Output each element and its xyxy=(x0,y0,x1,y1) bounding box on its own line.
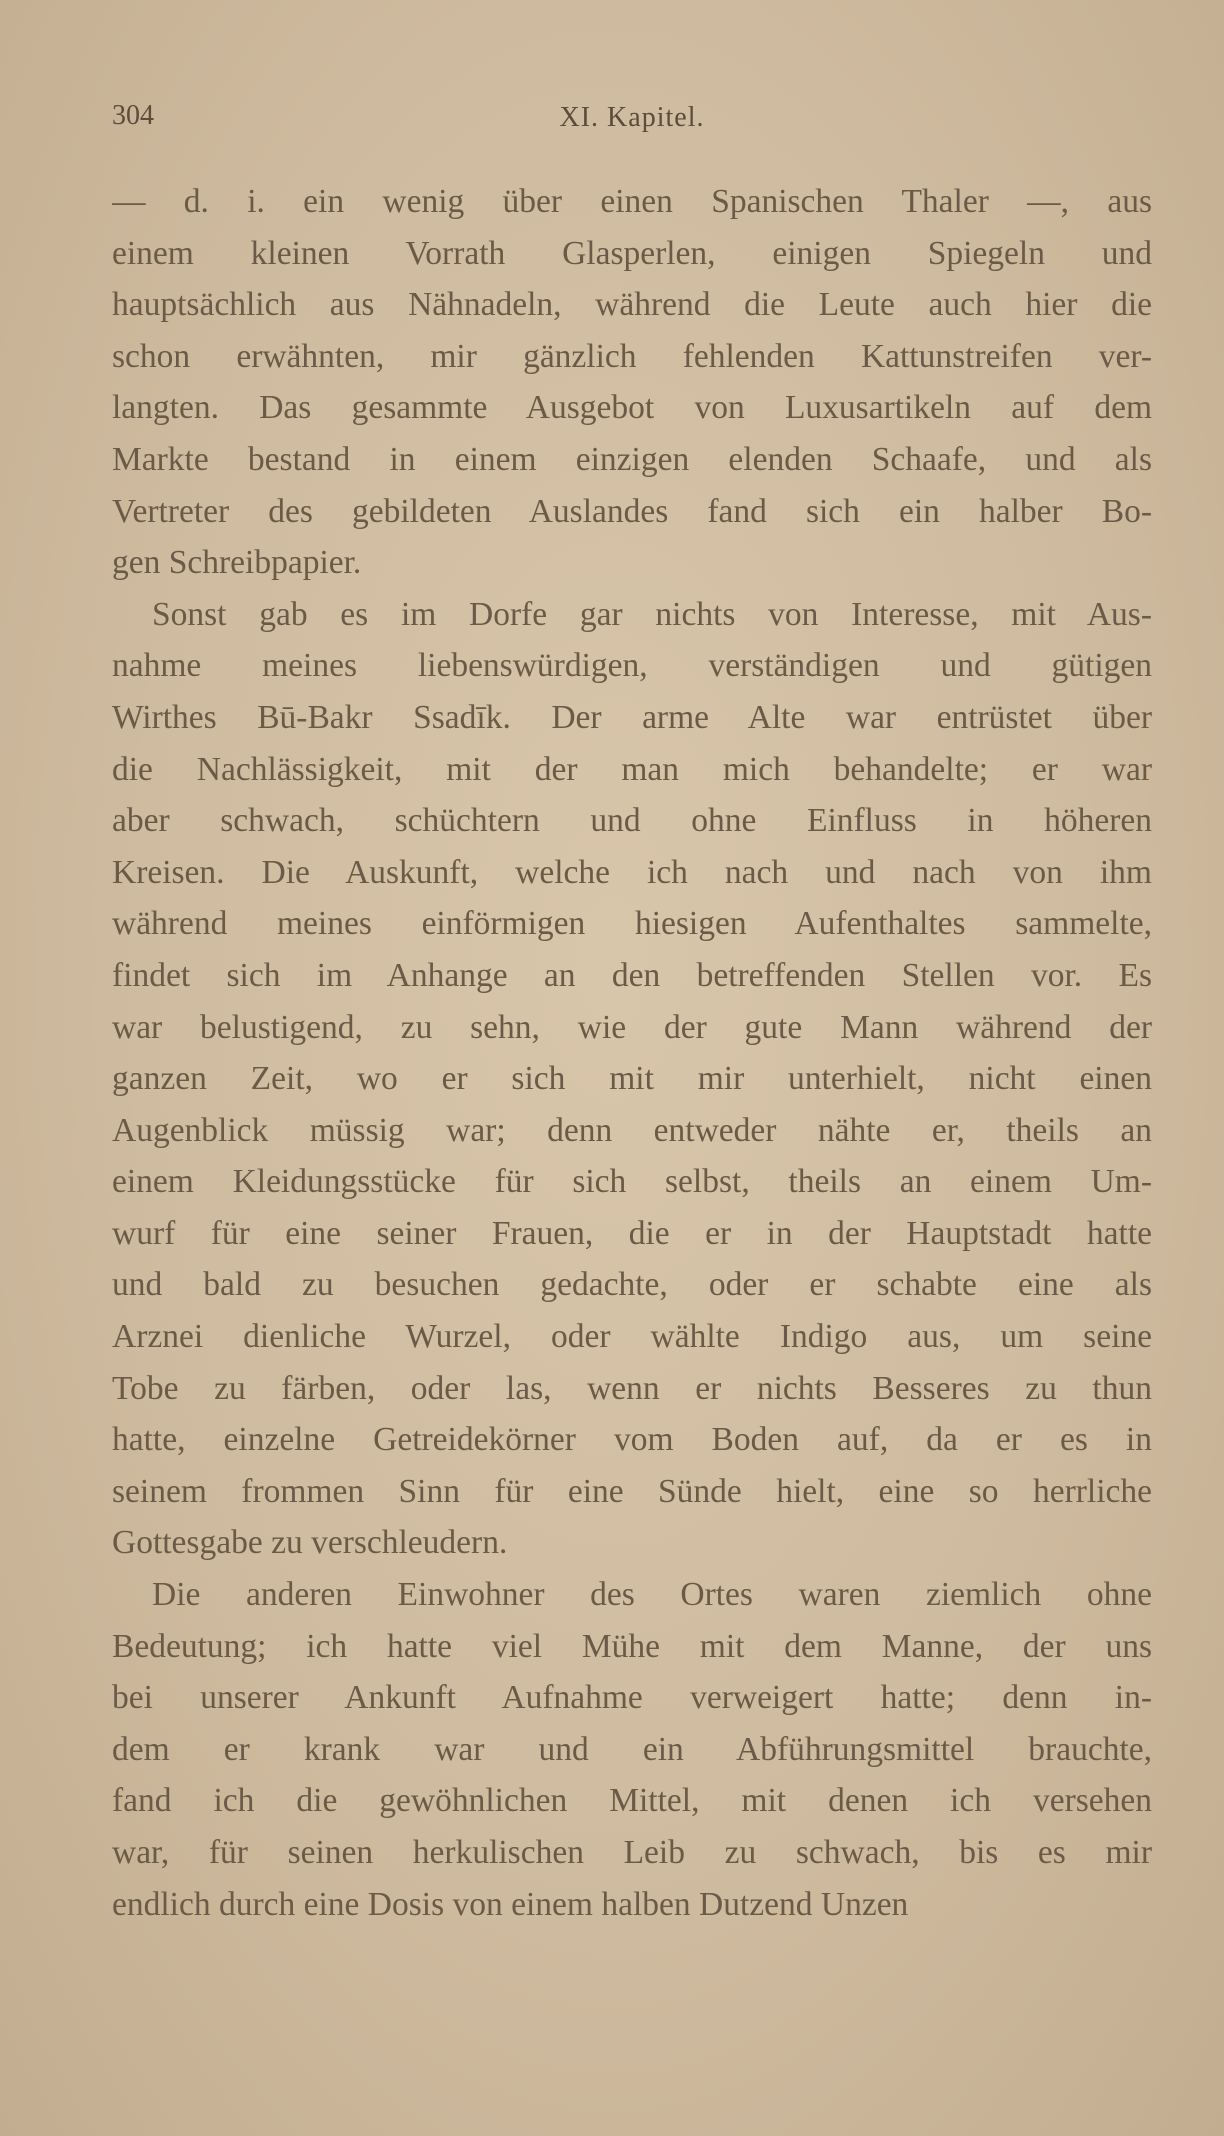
text-line: die Nachlässigkeit, mit der man mich behandelte; er war xyxy=(112,750,1152,788)
paragraph xyxy=(112,1569,1152,1930)
text-line: Arznei dienliche Wurzel, oder wählte Indigo aus, um seine xyxy=(112,1318,1152,1356)
text-line: — d. i. ein wenig über einen Spanischen Thaler —, aus xyxy=(112,183,1152,220)
paragraph xyxy=(112,176,1152,589)
text-line: ganzen Zeit, wo er sich mit mir unterhielt, nicht einen xyxy=(112,1060,1152,1098)
text-line: Bedeutung; ich hatte viel Mühe mit dem Manne, der uns xyxy=(112,1627,1152,1665)
text-line: war, für seinen herkulischen Leib zu schwach, bis es mir xyxy=(112,1834,1152,1871)
text-line: aber schwach, schüchtern und ohne Einfluss in höheren xyxy=(112,802,1152,840)
text-line: hauptsächlich aus Nähnadeln, während die Leute auch hier die xyxy=(112,286,1152,324)
text-line: Vertreter des gebildeten Auslandes fand sich ein halber Bo- xyxy=(112,492,1152,530)
text-line: bei unserer Ankunft Aufnahme verweigert hatte; denn in- xyxy=(112,1679,1152,1717)
text-line: hatte, einzelne Getreidekörner vom Boden auf, da er es in xyxy=(112,1421,1152,1459)
text-line: Die anderen Einwohner des Ortes waren ziemlich ohne xyxy=(152,1576,1152,1614)
text-line: Augenblick müssig war; denn entweder nähte er, theils an xyxy=(112,1111,1152,1149)
text-line: war belustigend, zu sehn, wie der gute Mann während der xyxy=(112,1008,1152,1046)
text-line: seinem frommen Sinn für eine Sünde hielt, eine so herrliche xyxy=(112,1472,1152,1510)
text-line: fand ich die gewöhnlichen Mittel, mit denen ich versehen xyxy=(112,1782,1152,1820)
text-line: einem kleinen Vorrath Glasperlen, einigen Spiegeln und xyxy=(112,234,1152,272)
text-line: schon erwähnten, mir gänzlich fehlenden Kattunstreifen ver- xyxy=(112,337,1152,375)
text-line: und bald zu besuchen gedachte, oder er schabte eine als xyxy=(112,1266,1152,1304)
text-line: endlich durch eine Dosis von einem halben Dutzend Unzen xyxy=(112,1885,909,1923)
body-text xyxy=(112,176,1152,1930)
chapter-title: XI. Kapitel. xyxy=(559,102,705,133)
text-line: nahme meines liebenswürdigen, verständigen und gütigen xyxy=(112,647,1152,685)
text-line: Wirthes Bū-Bakr Ssadīk. Der arme Alte war entrüstet über xyxy=(112,698,1152,736)
text-line: langten. Das gesammte Ausgebot von Luxusartikeln auf dem xyxy=(112,389,1152,427)
text-line: Kreisen. Die Auskunft, welche ich nach und nach von ihm xyxy=(112,853,1152,891)
text-line: während meines einförmigen hiesigen Aufenthaltes sammelte, xyxy=(112,905,1152,943)
text-line: Gottesgabe zu verschleudern. xyxy=(112,1524,508,1562)
paragraph xyxy=(112,589,1152,1569)
text-line: einem Kleidungsstücke für sich selbst, theils an einem Um- xyxy=(112,1163,1152,1201)
text-line: Markte bestand in einem einzigen elenden Schaafe, und als xyxy=(112,440,1152,478)
text-line: wurf für eine seiner Frauen, die er in der Hauptstadt hatte xyxy=(112,1214,1152,1252)
text-line: dem er krank war und ein Abführungsmittel brauchte, xyxy=(112,1730,1152,1768)
text-line: gen Schreibpapier. xyxy=(112,544,362,582)
text-line: Tobe zu färben, oder las, wenn er nichts Besseres zu thun xyxy=(112,1369,1152,1407)
running-head xyxy=(112,100,1152,140)
text-line: findet sich im Anhange an den betreffenden Stellen vor. Es xyxy=(112,956,1152,994)
page-number: 304 xyxy=(112,100,154,131)
text-line: Sonst gab es im Dorfe gar nichts von Interesse, mit Aus- xyxy=(152,595,1152,633)
